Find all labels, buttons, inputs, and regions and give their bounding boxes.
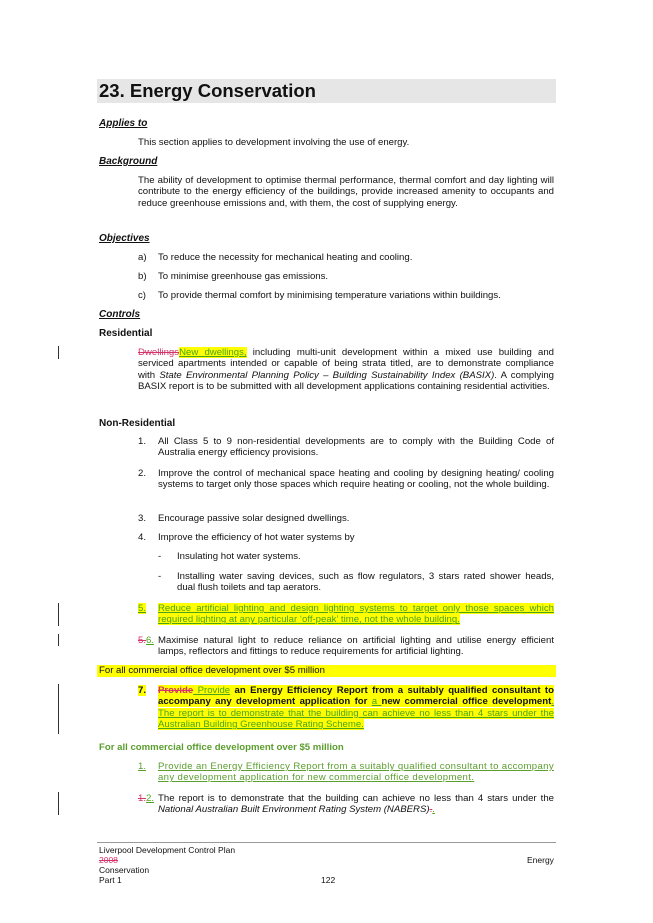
objective-text: To provide thermal comfort by minimising temperature variations within buildings. [158,290,501,301]
control-text-old: Provide an Energy Efficiency Report from a suitably qualified consultant to accompany any development application for new commercial office development. [158,761,554,784]
control-marker: 2. [138,468,147,479]
control-text: Maximise natural light to reduce reliance on artificial lighting and utilise energy efficient lamps, reflectors and fittings to reduce requirements for artificial lighting. [158,635,554,658]
objective-marker: b) [138,271,147,282]
marker-5: 5. [138,603,147,614]
control-text: All Class 5 to 9 non-residential developments are to comply with the Building Code of Australia energy efficiency provisions. [158,436,554,459]
footer-section-right: Energy [527,855,554,865]
objective-text: To reduce the necessity for mechanical heating and cooling. [158,252,413,263]
applies-to-heading: Applies to [99,118,148,129]
objective-marker: a) [138,252,147,263]
controls-heading: Controls [99,309,141,320]
control-marker [138,635,154,646]
commercial-heading-old: For all commercial office development over $5 million [99,742,344,753]
control-marker [138,685,146,696]
change-bar [58,634,59,646]
commercial-text: an Energy Efficiency Report from a suitably qualified consultant to accompany any development application for [158,685,554,708]
report-text: The report is to demonstrate that the building can achieve no less than 4 stars under the [158,793,554,804]
marker-7: 7. [138,685,147,696]
change-bar [58,792,59,815]
objective-marker: c) [138,290,146,301]
residential-text: including multi-unit development within a mixed use building and serviced apartments intended or capable of being strata titled, are to demonstrate compliance with [138,347,554,381]
inserted-text: Provide [193,685,231,696]
policy-name: State Environmental Planning Policy – Building Sustainability Index (BASIX) [159,369,495,381]
control-marker-inserted [138,603,146,614]
background-text: The ability of development to optimise thermal performance, thermal comfort and day lighting will contribute to the energy efficiency of the buildings, provide increased amenity to occupants and reduce greenhouse emissions and, with them, the cost of supplying energy. [138,175,554,209]
inserted-text: . The report is to demonstrate that the building can achieve no less than 4 stars under the Australian Building Greenhouse Rating Scheme. [158,696,554,731]
inserted-text: New dwellings, [179,347,247,358]
residential-paragraph [138,347,554,393]
footer-part: Part 1 [99,875,122,885]
control-text: Encourage passive solar designed dwellings. [158,513,350,524]
control-text-inserted [158,603,554,626]
inserted-marker: 2. [146,793,155,804]
inserted-text: Reduce artificial lighting and design lighting systems to target only those spaces which required lighting at any particular ‘off-peak’ time, not the whole building. [158,603,554,626]
inserted-marker: 6. [146,635,155,646]
change-bar [58,684,59,734]
inserted-text: a [371,696,382,708]
deleted-text: Provide [158,685,194,696]
deleted-marker: 5. [138,635,147,646]
control-marker: 1. [138,761,147,772]
objectives-heading: Objectives [99,233,150,244]
page-title: 23. Energy Conservation [99,80,316,101]
control-text [158,793,554,816]
footer-section: Conservation [99,865,150,875]
footer-plan: Liverpool Development Control Plan [99,845,236,855]
inserted-text: . [432,804,435,816]
footer-rule [97,842,556,843]
commercial-text: new commercial office development [381,696,552,708]
deleted-marker: 1. [138,793,147,804]
sub-item-marker: - [158,551,162,562]
sub-item-marker: - [158,571,162,582]
control-marker: 3. [138,513,147,524]
page-number: 122 [321,875,336,885]
control-text: Improve the control of mechanical space heating and cooling by designing heating/ cooling systems to target only those spaces which require heating or cooling, not the whole building. [158,468,554,491]
control-text: Improve the efficiency of hot water systems by [158,532,355,543]
sub-item-text: Installing water saving devices, such as flow regulators, 3 stars rated shower heads, dual flush toilets and tap aerators. [177,571,554,594]
deleted-text: . [429,804,433,816]
objective-text: To minimise greenhouse gas emissions. [158,271,329,282]
sub-item-text: Insulating hot water systems. [177,551,301,562]
control-marker: 4. [138,532,147,543]
non-residential-heading: Non-Residential [99,418,176,429]
residential-heading: Residential [99,328,153,339]
change-bar [58,346,59,359]
control-marker: 1. [138,436,147,447]
system-name: National Australian Built Environment Rating System (NABERS) [158,804,430,816]
residential-text-end: . A complying BASIX report is to be submitted with all development applications containing residential activities. [138,369,554,393]
deleted-text: Dwellings [138,347,180,358]
control-marker [138,793,154,804]
commercial-paragraph [158,685,554,731]
footer-year: 2008 [99,855,118,865]
background-heading: Background [99,156,158,167]
change-bar [58,603,59,626]
applies-to-text: This section applies to development involving the use of energy. [138,137,410,148]
commercial-heading: For all commercial office development over $5 million [99,665,325,676]
